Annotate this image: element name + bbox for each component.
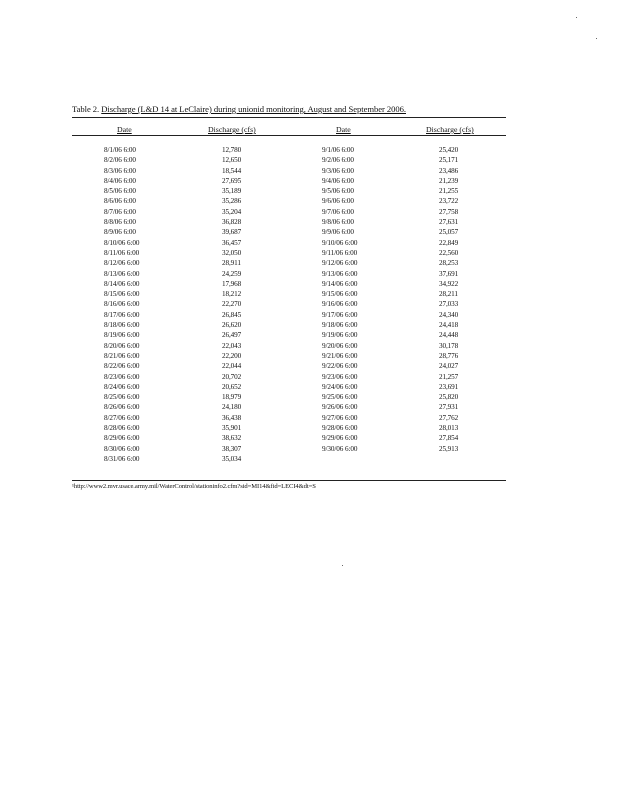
table-cell-discharge: 35,189 [222, 187, 242, 196]
table-cell-discharge: 22,200 [222, 351, 242, 360]
table-cell-date: 9/28/06 6:00 [322, 424, 358, 433]
table-cell-discharge: 28,253 [439, 259, 459, 268]
table-cell-discharge: 28,013 [439, 424, 459, 433]
table-cell-date: 9/11/06 6:00 [322, 248, 358, 257]
table-cell-discharge: 27,931 [439, 403, 459, 412]
table-cell-discharge: 35,901 [222, 424, 242, 433]
source-footnote: ¹http://www2.mvr.usace.army.mil/WaterControl/stationinfo2.cfm?sid=MI14&fid=LECI4&dt=S [72, 483, 316, 490]
table-cell-discharge: 25,171 [439, 156, 459, 165]
table-cell-date: 9/9/06 6:00 [322, 228, 354, 237]
table-cell-date: 9/30/06 6:00 [322, 444, 358, 453]
table-cell-date: 8/10/06 6:00 [104, 238, 140, 247]
august-date-column [104, 145, 164, 464]
august-discharge-column [222, 145, 262, 464]
table-cell-discharge: 22,043 [222, 341, 242, 350]
table-cell-discharge: 24,418 [439, 321, 459, 330]
table-cell-date: 9/26/06 6:00 [322, 403, 358, 412]
header-date-august: Date [117, 125, 132, 134]
table-cell-date: 8/22/06 6:00 [104, 362, 140, 371]
table-cell-discharge: 26,497 [222, 331, 242, 340]
table-cell-date: 9/2/06 6:00 [322, 156, 354, 165]
table-cell-date: 9/3/06 6:00 [322, 166, 354, 175]
table-caption [72, 104, 508, 114]
table-cell-discharge: 17,968 [222, 279, 242, 288]
table-cell-discharge: 21,257 [439, 372, 459, 381]
scan-speck [342, 565, 343, 566]
table-cell-date: 9/19/06 6:00 [322, 331, 358, 340]
table-cell-discharge: 24,180 [222, 403, 242, 412]
table-cell-date: 9/10/06 6:00 [322, 238, 358, 247]
table-cell-date: 8/11/06 6:00 [104, 248, 140, 257]
table-cell-date: 9/18/06 6:00 [322, 321, 358, 330]
table-cell-date: 9/15/06 6:00 [322, 290, 358, 299]
table-cell-discharge: 20,652 [222, 382, 242, 391]
table-cell-discharge: 18,212 [222, 290, 242, 299]
september-discharge-column [439, 145, 479, 454]
table-cell-discharge: 24,448 [439, 331, 459, 340]
table-cell-date: 9/16/06 6:00 [322, 300, 358, 309]
table-cell-discharge: 24,259 [222, 269, 242, 278]
table-cell-discharge: 24,027 [439, 362, 459, 371]
table-cell-date: 9/22/06 6:00 [322, 362, 358, 371]
table-header-rule [72, 135, 506, 136]
table-cell-discharge: 30,178 [439, 341, 459, 350]
table-cell-discharge: 24,340 [439, 310, 459, 319]
table-cell-date: 8/18/06 6:00 [104, 321, 140, 330]
table-cell-date: 8/17/06 6:00 [104, 310, 140, 319]
table-cell-discharge: 34,922 [439, 279, 459, 288]
table-cell-date: 8/7/06 6:00 [104, 207, 136, 216]
table-cell-date: 8/20/06 6:00 [104, 341, 140, 350]
table-cell-date: 9/25/06 6:00 [322, 393, 358, 402]
table-cell-date: 8/24/06 6:00 [104, 382, 140, 391]
table-cell-date: 9/4/06 6:00 [322, 176, 354, 185]
table-cell-date: 9/1/06 6:00 [322, 146, 354, 154]
table-caption-prefix: Table 2. [72, 104, 102, 114]
table-cell-date: 8/21/06 6:00 [104, 351, 140, 360]
table-cell-discharge: 25,057 [439, 228, 459, 237]
table-cell-discharge: 27,033 [439, 300, 459, 309]
table-cell-discharge: 22,849 [439, 238, 459, 247]
table-cell-discharge: 27,758 [439, 207, 459, 216]
table-cell-discharge: 27,762 [439, 413, 459, 422]
table-cell-date: 8/6/06 6:00 [104, 197, 136, 206]
table-cell-discharge: 28,211 [439, 290, 458, 299]
table-cell-date: 9/20/06 6:00 [322, 341, 358, 350]
table-cell-date: 9/27/06 6:00 [322, 413, 358, 422]
table-cell-date: 8/9/06 6:00 [104, 228, 136, 237]
table-cell-discharge: 23,691 [439, 382, 459, 391]
table-cell-date: 8/8/06 6:00 [104, 218, 136, 227]
table-cell-discharge: 28,776 [439, 351, 459, 360]
table-cell-discharge: 18,544 [222, 166, 242, 175]
table-cell-discharge: 21,255 [439, 187, 459, 196]
table-cell-discharge: 38,307 [222, 444, 242, 453]
table-cell-date: 8/19/06 6:00 [104, 331, 140, 340]
table-cell-date: 8/16/06 6:00 [104, 300, 140, 309]
table-cell-discharge: 36,457 [222, 238, 242, 247]
table-cell-date: 8/23/06 6:00 [104, 372, 140, 381]
table-cell-discharge: 36,828 [222, 218, 242, 227]
table-cell-date: 8/2/06 6:00 [104, 156, 136, 165]
table-cell-discharge: 25,820 [439, 393, 459, 402]
table-cell-discharge: 12,780 [222, 146, 242, 154]
table-cell-discharge: 28,911 [222, 259, 241, 268]
table-cell-discharge: 12,650 [222, 156, 242, 165]
table-cell-date: 9/8/06 6:00 [322, 218, 354, 227]
header-discharge-september: Discharge (cfs) [426, 125, 474, 134]
table-cell-date: 8/1/06 6:00 [104, 146, 136, 154]
table-cell-date: 9/29/06 6:00 [322, 434, 358, 443]
table-cell-discharge: 36,438 [222, 413, 242, 422]
table-cell-discharge: 21,239 [439, 176, 459, 185]
table-cell-discharge: 27,854 [439, 434, 459, 443]
table-cell-discharge: 27,631 [439, 218, 459, 227]
table-cell-date: 8/31/06 6:00 [104, 454, 140, 463]
table-cell-discharge: 22,044 [222, 362, 242, 371]
table-cell-date: 8/5/06 6:00 [104, 187, 136, 196]
table-top-rule [72, 117, 506, 118]
table-cell-discharge: 39,687 [222, 228, 242, 237]
table-cell-discharge: 26,620 [222, 321, 242, 330]
table-bottom-rule [72, 480, 506, 481]
table-cell-discharge: 18,979 [222, 393, 242, 402]
table-cell-date: 8/26/06 6:00 [104, 403, 140, 412]
table-cell-discharge: 25,420 [439, 146, 459, 154]
header-date-september: Date [336, 125, 351, 134]
table-caption-title: Discharge (L&D 14 at LeClaire) during unionid monitoring, August and September 2006. [101, 104, 406, 114]
table-cell-discharge: 37,691 [439, 269, 459, 278]
table-cell-date: 8/14/06 6:00 [104, 279, 140, 288]
table-cell-discharge: 35,204 [222, 207, 242, 216]
table-cell-discharge: 38,632 [222, 434, 242, 443]
table-cell-date: 9/6/06 6:00 [322, 197, 354, 206]
table-cell-date: 8/13/06 6:00 [104, 269, 140, 278]
table-cell-discharge: 25,913 [439, 444, 459, 453]
table-cell-date: 9/5/06 6:00 [322, 187, 354, 196]
table-cell-date: 8/4/06 6:00 [104, 176, 136, 185]
table-cell-date: 8/15/06 6:00 [104, 290, 140, 299]
header-discharge-august: Discharge (cfs) [208, 125, 256, 134]
table-cell-date: 8/30/06 6:00 [104, 444, 140, 453]
table-cell-discharge: 27,695 [222, 176, 242, 185]
table-cell-date: 8/29/06 6:00 [104, 434, 140, 443]
table-cell-discharge: 35,286 [222, 197, 242, 206]
table-cell-discharge: 20,702 [222, 372, 242, 381]
table-cell-date: 9/17/06 6:00 [322, 310, 358, 319]
table-cell-discharge: 22,560 [439, 248, 459, 257]
table-cell-date: 9/23/06 6:00 [322, 372, 358, 381]
table-cell-date: 8/3/06 6:00 [104, 166, 136, 175]
table-cell-date: 9/13/06 6:00 [322, 269, 358, 278]
table-cell-date: 9/21/06 6:00 [322, 351, 358, 360]
table-cell-date: 8/27/06 6:00 [104, 413, 140, 422]
september-date-column [322, 145, 382, 454]
table-cell-date: 9/14/06 6:00 [322, 279, 358, 288]
table-cell-discharge: 26,845 [222, 310, 242, 319]
table-cell-date: 8/28/06 6:00 [104, 424, 140, 433]
table-cell-discharge: 23,722 [439, 197, 459, 206]
table-cell-date: 8/25/06 6:00 [104, 393, 140, 402]
table-cell-discharge: 35,034 [222, 454, 242, 463]
table-cell-date: 9/7/06 6:00 [322, 207, 354, 216]
scan-speck [576, 17, 577, 18]
table-cell-discharge: 32,050 [222, 248, 242, 257]
table-cell-discharge: 22,270 [222, 300, 242, 309]
table-cell-discharge: 23,486 [439, 166, 459, 175]
table-cell-date: 8/12/06 6:00 [104, 259, 140, 268]
table-cell-date: 9/24/06 6:00 [322, 382, 358, 391]
table-cell-date: 9/12/06 6:00 [322, 259, 358, 268]
scan-speck [596, 38, 597, 39]
